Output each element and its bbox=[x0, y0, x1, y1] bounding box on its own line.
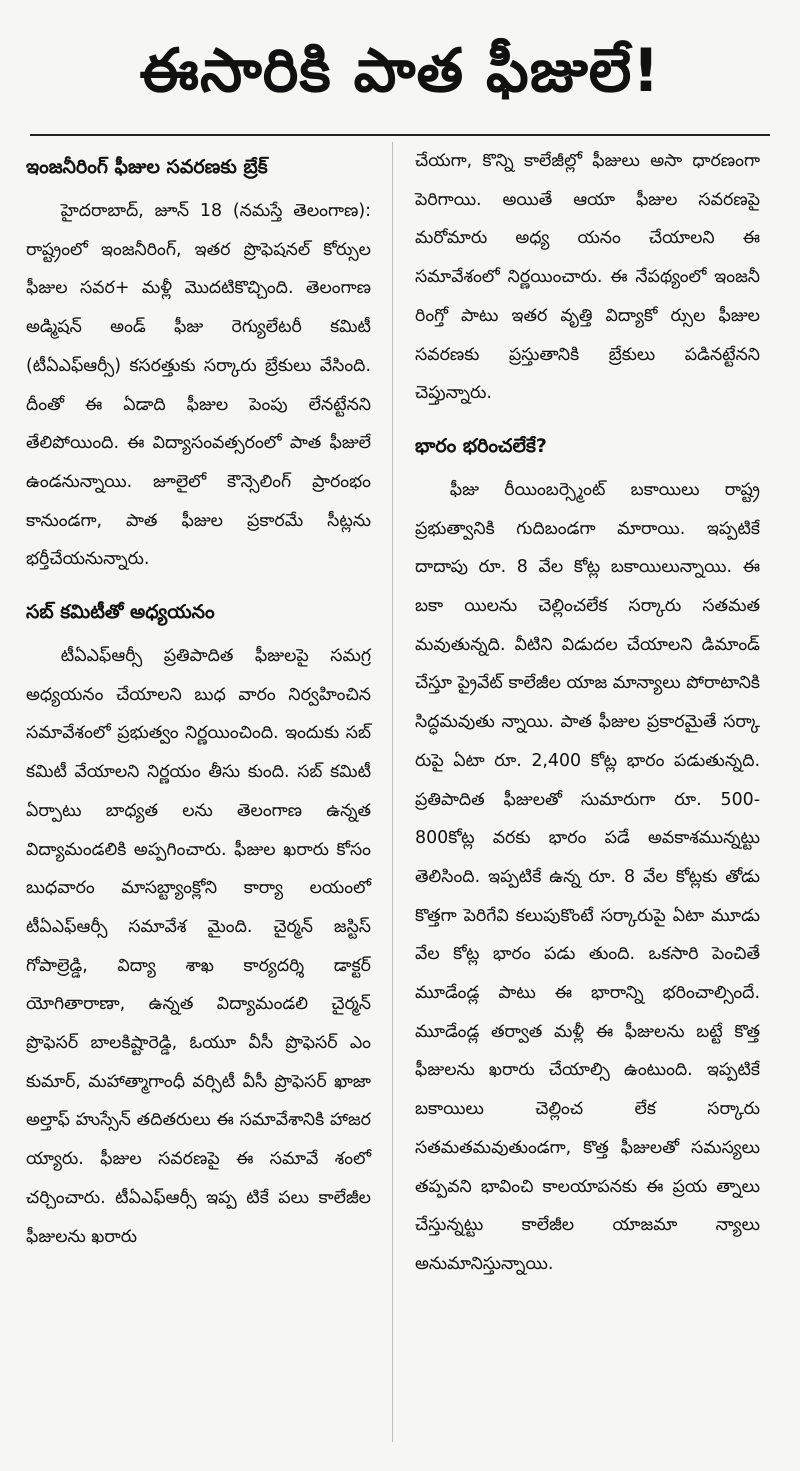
left-column bbox=[26, 142, 371, 1256]
right-column bbox=[415, 142, 760, 1284]
subheading-cannot-bear-burden: భారం భరించలేకే? bbox=[415, 434, 547, 457]
article-paragraph-continued: చేయగా, కొన్ని కాలేజీల్లో ఫీజులు అసా ధారణంగా పెరిగాయి. అయితే ఆయా ఫీజుల సవరణపై మరోమారు అధ్య యనం చేయాలని ఈ సమావేశంలో నిర్ణయించారు. ఈ నేపథ్యంలో ఇంజనీ రింగ్తో పాటు ఇతర వృత్తి విద్యాకో ర్సుల ఫీజుల సవరణకు ప్రస్తుతానికి బ్రేకులు పడినట్టేనని చెప్తున్నారు. bbox=[415, 151, 760, 404]
subheading-sub-committee-study: సబ్ కమిటీతో అధ్యయనం bbox=[26, 601, 215, 624]
article-paragraph: హైదరాబాద్, జూన్ 18 (నమస్తే తెలంగాణ): రాష్ట్రంలో ఇంజనీరింగ్, ఇతర ప్రొఫెషనల్ కోర్సుల ఫీజుల సవర+ మళ్లీ మొదటికొచ్చింది. తెలంగాణ అడ్మిషన్ అండ్ ఫీజు రెగ్యులేటరీ కమిటీ (టీఏఎఫ్ఆర్సీ) కసరత్తుకు సర్కారు బ్రేకులు వేసింది. దీంతో ఈ ఏడాది ఫీజుల పెంపు లేనట్టేనని తేలిపోయింది. ఈ విద్యాసంవత్సరంలో పాత ఫీజులే ఉండనున్నాయి. జూలైలో కౌన్సెలింగ్ ప్రారంభం కానుండగా, పాత ఫీజుల ప్రకారమే సీట్లను భర్తీచేయనున్నారు. bbox=[26, 201, 371, 570]
headline: ఈసారికి పాత ఫీజులే! bbox=[139, 36, 661, 106]
article-paragraph: టీఏఎఫ్ఆర్సీ ప్రతిపాదిత ఫీజులపై సమగ్ర అధ్యయనం చేయాలని బుధ వారం నిర్వహించిన సమావేశంలో ప్రభుత్వం నిర్ణయించింది. ఇందుకు సబ్ కమిటీ వేయాలని నిర్ణయం తీసు కుంది. సబ్ కమిటీ ఏర్పాటు బాధ్యత లను తెలంగాణ ఉన్నత విద్యామండలికి అప్పగించారు. ఫీజుల ఖరారు కోసం బుధవారం మాసబ్ట్యాంక్లోని కార్యా లయంలో టీఏఎఫ్ఆర్సీ సమావేశ మైంది. చైర్మన్ జస్టిస్ గోపాల్రెడ్డి, విద్యా శాఖ కార్యదర్శి డాక్టర్ యోగితారాణా, ఉన్నత విద్యామండలి చైర్మన్ ప్రొఫెసర్ బాలకిష్టారెడ్డి, ఓయూ వీసీ ప్రొఫెసర్ ఎం కుమార్, మహాత్మాగాంధీ వర్సిటీ వీసీ ప్రొఫెసర్ ఖాజా అల్తాఫ్ హుస్సేన్ తదితరులు ఈ సమావేశానికి హాజర య్యారు. ఫీజుల సవరణపై ఈ సమావే శంలో చర్చించారు. టీఏఎఫ్ఆర్సీ ఇప్ప టికే పలు కాలేజీల ఫీజులను ఖరారు bbox=[26, 646, 371, 1247]
subheading-fee-revision-break: ఇంజనీరింగ్ ఫీజుల సవరణకు బ్రేక్ bbox=[26, 156, 268, 178]
column-divider bbox=[392, 142, 393, 1442]
article-paragraph: ఫీజు రీయింబర్స్మెంట్ బకాయిలు రాష్ట్ర ప్రభుత్వానికి గుదిబండగా మారాయి. ఇప్పటికే దాదాపు రూ. 8 వేల కోట్ల బకాయిలున్నాయి. ఈ బకా యిలను చెల్లించలేక సర్కారు సతమత మవుతున్నది. వీటిని విడుదల చేయాలని డిమాండ్ చేస్తూ ప్రైవేట్ కాలేజీల యాజ మాన్యాలు పోరాటానికి సిద్ధమవుతు న్నాయి. పాత ఫీజుల ప్రకారమైతే సర్కా రుపై ఏటా రూ. 2,400 కోట్ల భారం పడుతున్నది. ప్రతిపాదిత ఫీజులతో సుమారుగా రూ. 500-800కోట్ల వరకు భారం పడే అవకాశమున్నట్టు తెలిసింది. ఇప్పటికే ఉన్న రూ. 8 వేల కోట్లకు తోడు కొత్తగా పెరిగేవి కలుపుకొంటే సర్కారుపై ఏటా మూడు వేల కోట్ల భారం పడు తుంది. ఒకసారి పెంచితే మూడేండ్ల పాటు ఈ భారాన్ని భరించాల్సిందే. మూడేండ్ల తర్వాత మళ్లీ ఈ ఫీజులను బట్టే కొత్త ఫీజులను ఖరారు చేయాల్సి ఉంటుంది. ఇప్పటికే బకాయిలు చెల్లించ లేక సర్కారు సతమతమవుతుండగా, కొత్త ఫీజులతో సమస్యలు తప్పవని భావించి కాలయాపనకు ఈ ప్రయ త్నాలు చేస్తున్నట్టు కాలేజీల యాజమా న్యాలు అనుమానిస్తున్నాయి. bbox=[415, 479, 760, 1274]
headline-rule bbox=[30, 134, 770, 136]
